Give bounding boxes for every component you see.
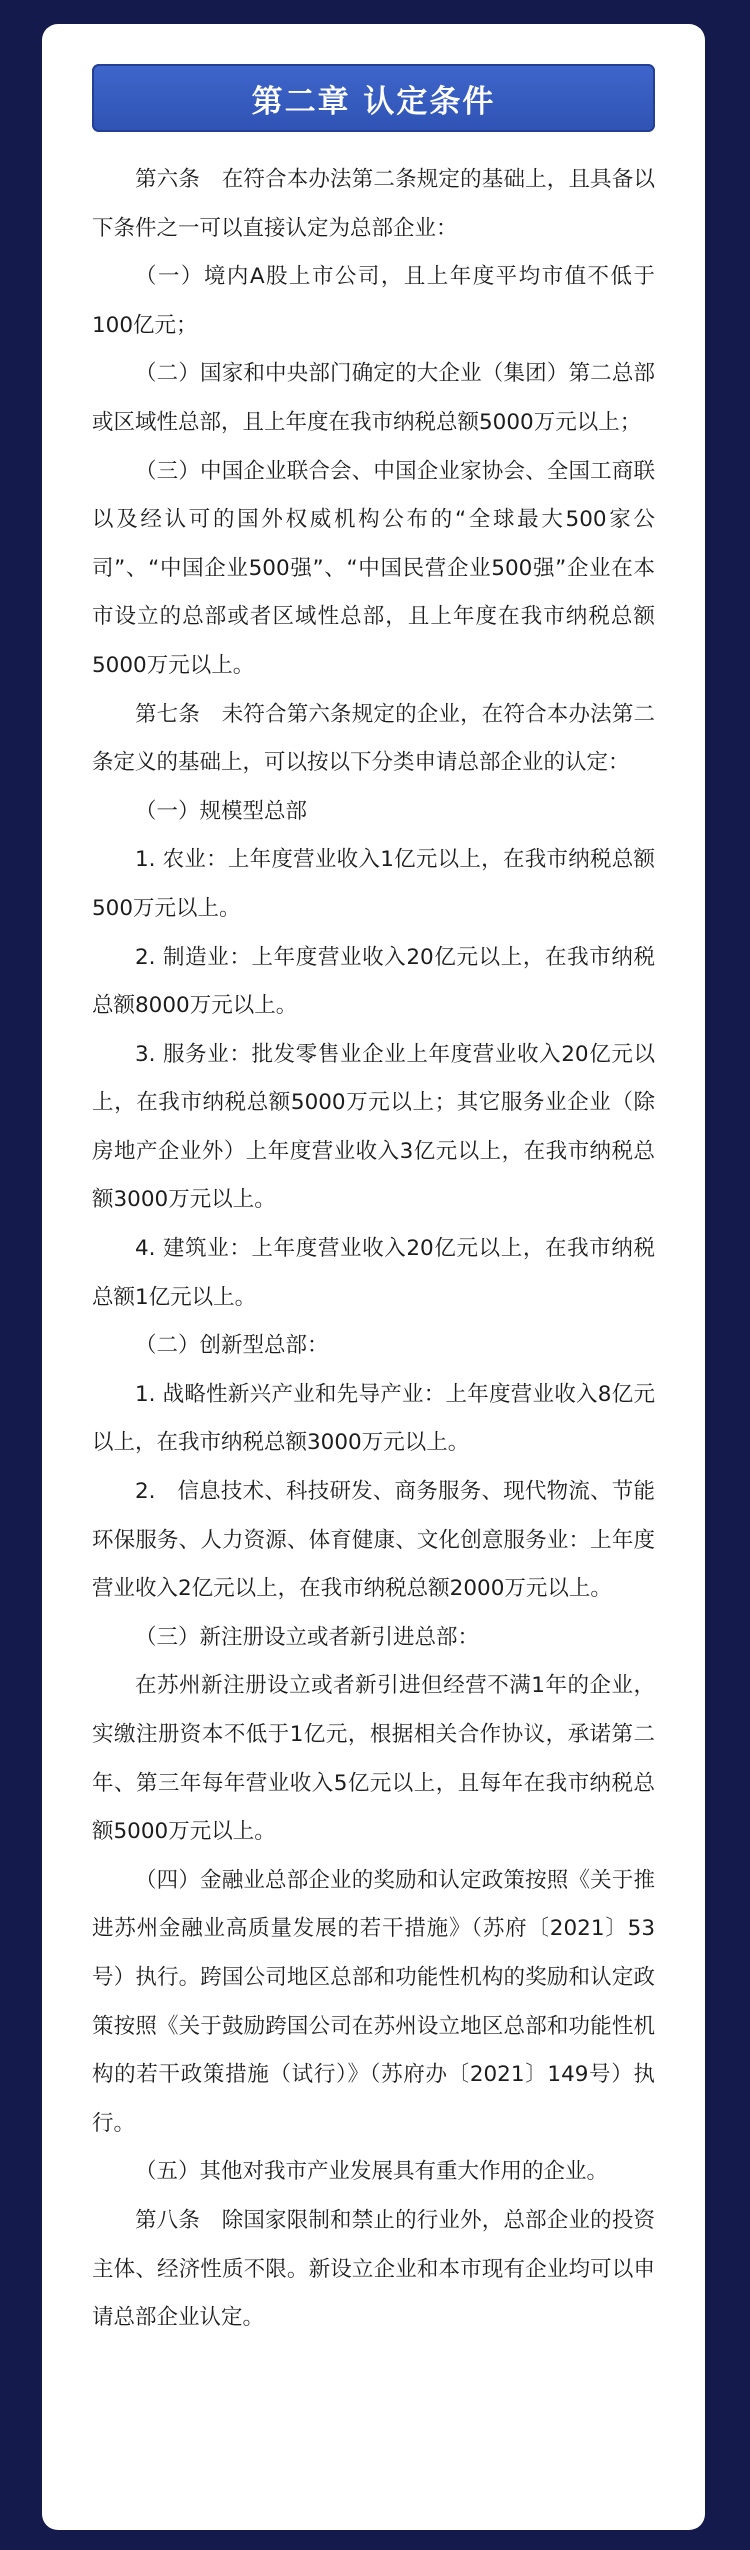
scale-hq-heading: （一）规模型总部 [135,798,308,824]
article-6-intro: 第六条 在符合本办法第二条规定的基础上，且具备以下条件之一可以直接认定为总部企业： [92,167,655,241]
chapter-title: 第二章 认定条件 [251,83,496,120]
other-significant-enterprises: （五）其他对我市产业发展具有重大作用的企业。 [135,2159,609,2185]
innovative-hq-strategic: 1. 战略性新兴产业和先导产业：上年度营业收入8亿元以上，在我市纳税总额3000万元以上。 [92,1381,655,1456]
new-hq-heading: （三）新注册设立或者新引进总部： [135,1624,480,1650]
chapter-banner [92,64,655,132]
scale-hq-services: 3. 服务业：批发零售业企业上年度营业收入20亿元以上，在我市纳税总额5000万元以上；其它服务业企业（除房地产企业外）上年度营业收入3亿元以上，在我市纳税总额3000万元以上。 [92,1041,655,1213]
article-6-item-1: （一）境内A股上市公司，且上年度平均市值不低于100亿元； [92,264,655,338]
scale-hq-manufacturing: 2. 制造业：上年度营业收入20亿元以上，在我市纳税总额8000万元以上。 [92,944,655,1019]
article-6-item-2: （二）国家和中央部门确定的大企业（集团）第二总部或区域性总部，且上年度在我市纳税总额5000万元以上； [92,361,655,435]
document-card [42,24,705,2530]
financial-multinational-policy: （四）金融业总部企业的奖励和认定政策按照《关于推进苏州金融业高质量发展的若干措施》（苏府〔2021〕53号）执行。跨国公司地区总部和功能性机构的奖励和认定政策按照《关于鼓励跨国公司在苏州设立地区总部和功能性机构的若干政策措施（试行）》（苏府办〔2021〕149号）执行。 [92,1867,655,2136]
article-6-item-3: （三）中国企业联合会、中国企业家协会、全国工商联以及经认可的国外权威机构公布的“全球最大500家公司”、“中国企业500强”、“中国民营企业500强”企业在本市设立的总部或者区域性总部，且上年度在我市纳税总额5000万元以上。 [92,458,655,678]
innovative-hq-services: 2. 信息技术、科技研发、商务服务、现代物流、节能环保服务、人力资源、体育健康、文化创意服务业：上年度营业收入2亿元以上，在我市纳税总额2000万元以上。 [92,1479,655,1602]
article-8: 第八条 除国家限制和禁止的行业外，总部企业的投资主体、经济性质不限。新设立企业和本市现有企业均可以申请总部企业认定。 [92,2207,655,2331]
scale-hq-construction: 4. 建筑业：上年度营业收入20亿元以上，在我市纳税总额1亿元以上。 [92,1236,655,1310]
innovative-hq-heading: （二）创新型总部： [135,1333,329,1359]
scale-hq-agriculture: 1. 农业：上年度营业收入1亿元以上，在我市纳税总额500万元以上。 [92,847,655,921]
article-7-intro: 第七条 未符合第六条规定的企业，在符合本办法第二条定义的基础上，可以按以下分类申请总部企业的认定： [92,701,655,776]
document-body [92,156,655,2343]
new-hq-criteria: 在苏州新注册设立或者新引进但经营不满1年的企业，实缴注册资本不低于1亿元，根据相关合作协议，承诺第二年、第三年每年营业收入5亿元以上，且每年在我市纳税总额5000万元以上。 [92,1673,655,1845]
